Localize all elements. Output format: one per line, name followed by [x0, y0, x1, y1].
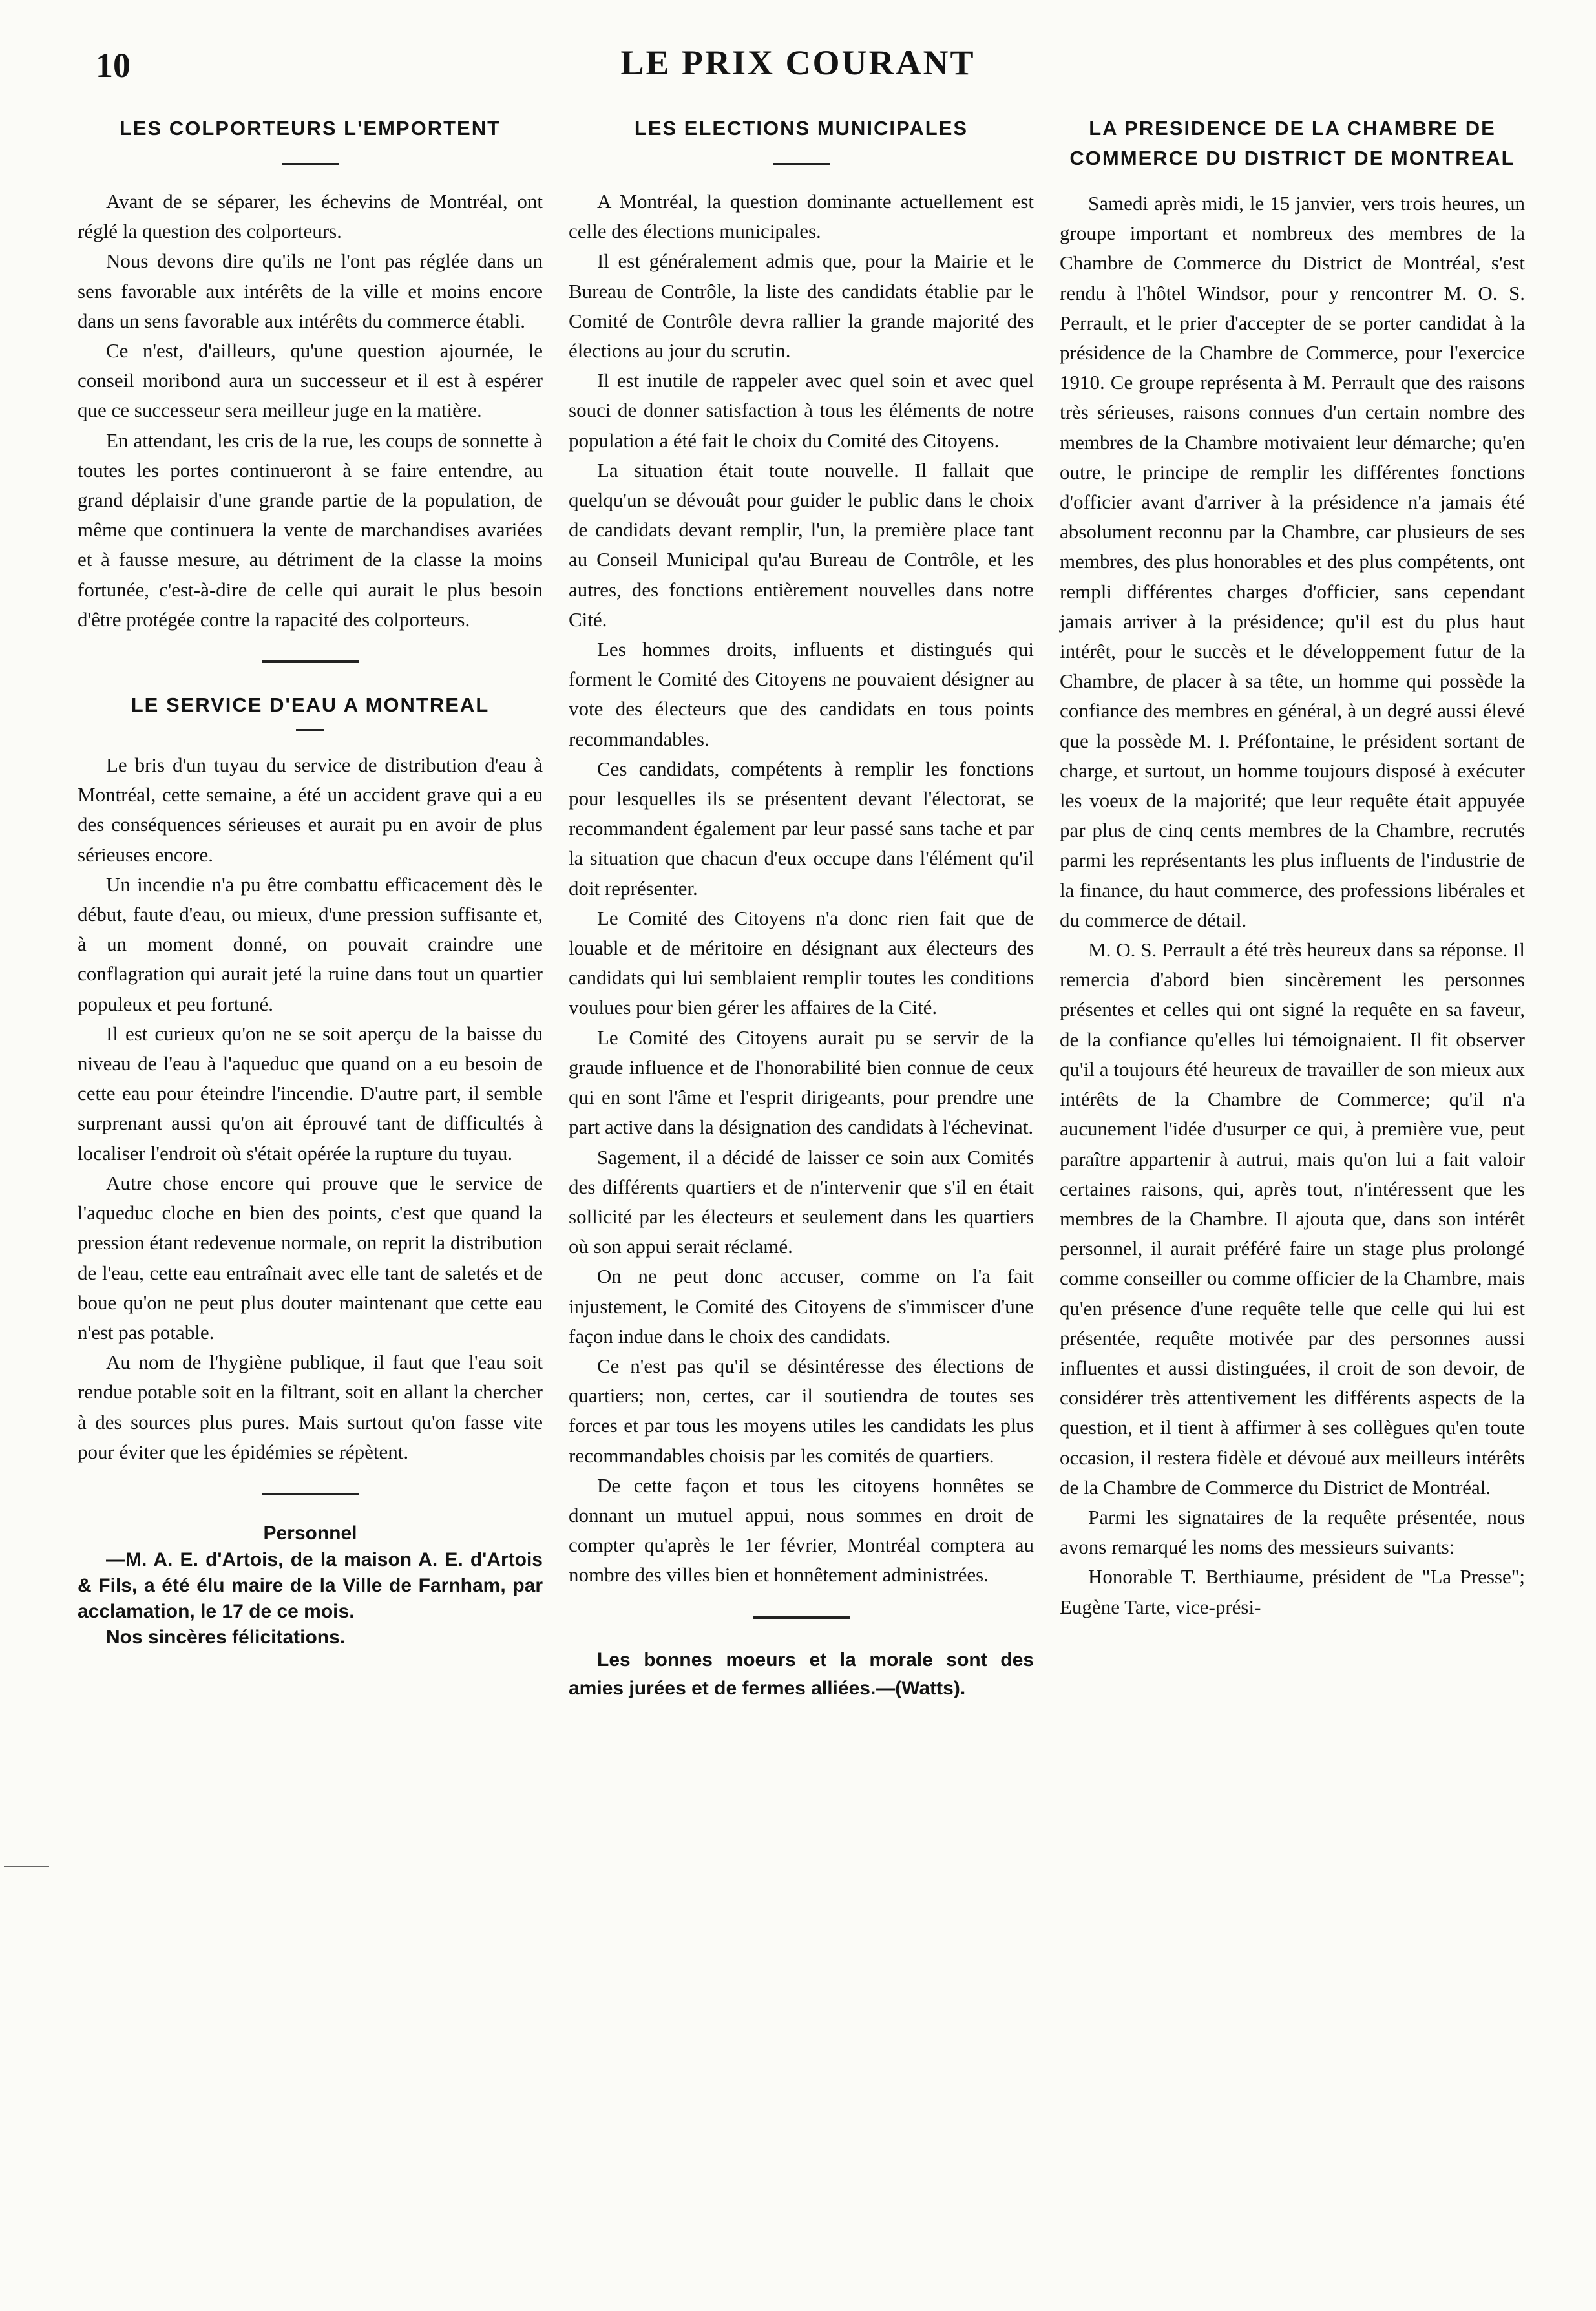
article-title: Personnel	[263, 1522, 357, 1544]
paragraph: Il est curieux qu'on ne se soit aperçu de la baisse du niveau de l'eau à l'aqueduc que quand on a eu besoin de cette eau pour éteindre l'incendie. D'autre part, il semble surprenant aussi qu'on ait éprouvé tant de difficultés à localiser l'endroit où s'était opérée la rupture du tuyau.	[78, 1022, 543, 1165]
paragraph: M. O. S. Perrault a été très heureux dans sa réponse. Il remercia d'abord bien sincèrement les personnes présentes et celles qui ont signé la requête en sa faveur, de la confiance qu'elles lui témoignaient. Il fit observer qu'il a toujours été heureux de travailler de son mieux aux intérêts de la Chambre de Commerce; qu'il n'a aucunement l'idée d'usurper ce qui, à première vue, peut paraître appartenir à autrui, mais qu'on lui a fait valoir certaines raisons, qui, après tout, n'intéressent que les membres de la Chambre. Il ajouta que, dans son intérêt personnel, il aurait préféré faire un stage plus prolongé comme conseiller ou comme officier de la Chambre, mais qu'en présence d'une requête telle que celle qui lui est présentée, requête motivée par des personnes aussi influentes et aussi distinguées, il croit de son devoir, de considérer très attentivement les différents aspects de la question, et il tient à affirmer à ses collègues qu'en toute occasion, il restera fidèle et dévoué aux meilleurs intérêts de la Chambre de Commerce du District de Montréal.	[1060, 938, 1525, 1499]
article-service-eau	[78, 690, 543, 1467]
article-title: LA PRESIDENCE DE LA CHAMBRE DE COMMERCE DU DISTRICT DE MONTREAL	[1069, 117, 1515, 169]
page-number: 10	[96, 46, 131, 85]
paragraph: Autre chose encore qui prouve que le service de l'aqueduc cloche en bien des points, c'est que quand la pression étant redevenue normale, on reprit la distribution de l'eau, cette eau entraînait avec elle tant de saletés et de boue qu'on ne peut plus douter maintenant que cette eau n'est pas potable.	[78, 1171, 543, 1344]
quotation: Les bonnes moeurs et la morale sont des amies jurées et de fermes alliées.—(Watts).	[569, 1649, 1034, 1699]
section-divider	[262, 1493, 359, 1495]
paragraph: Les hommes droits, influents et distingués qui forment le Comité des Citoyens ne pouvaient désigner au vote des électeurs que des candidats en tous points recommandables.	[569, 638, 1034, 750]
article-presidence	[1060, 114, 1525, 1622]
paragraph: —M. A. E. d'Artois, de la maison A. E. d'Artois & Fils, a été élu maire de la Ville de Farnham, par acclamation, le 17 de ce mois.	[78, 1548, 543, 1622]
margin-mark	[4, 1866, 49, 1867]
article-title: LE SERVICE D'EAU A MONTREAL	[131, 693, 490, 717]
column-3	[1060, 114, 1525, 1622]
paragraph: Au nom de l'hygiène publique, il faut que l'eau soit rendue potable soit en la filtrant, soit en allant la chercher à des sources plus pures. Mais surtout qu'on fasse vite pour éviter que les épidémies se répètent.	[78, 1351, 543, 1463]
paragraph: Un incendie n'a pu être combattu efficacement dès le début, faute d'eau, ou mieux, d'une pression suffisante et, à un moment donné, on pouvait craindre une conflagration qui aurait jeté la ruine dans tout un quartier populeux et peu fortuné.	[78, 872, 543, 1015]
article-elections	[569, 114, 1034, 1590]
paragraph: Samedi après midi, le 15 janvier, vers trois heures, un groupe important et nombreux des membres de la Chambre de Commerce du District de Montréal, s'est rendu à l'hôtel Windsor, pour y rencontrer M. O. S. Perrault, et le prier d'accepter de se porter candidat à la présidence de la Chambre de Commerce, pour l'exercice 1910. Ce groupe représenta à M. Perrault que des raisons très sérieuses, raisons connues d'un certain nombre des membres de la Chambre motivaient leur démarche; qu'en outre, le principe de remplir les différentes fonctions d'officier avant d'arriver à la présidence n'a jamais été absolument reconnu par la Chambre, car plusieurs de ses membres, des plus honorables et des plus compétents, ont rempli différentes charges d'officier, sans cependant jamais arriver à la présidence; qu'il est du plus haut intérêt, pour le succès et le développement futur de la Chambre, de placer à sa tête, un homme qui possède la confiance des membres en général, à un degré aussi élevé que la possède M. I. Préfontaine, le président sortant de charge, et surtout, un homme toujours disposé à exécuter les voeux de la majorité; que leur requête était appuyée par plus de cinq cents membres de la Chambre, recrutés parmi les représentants les plus influents de l'industrie de la finance, du haut commerce, des professions libérales et du commerce de détail.	[1060, 192, 1525, 931]
title-divider	[282, 163, 339, 165]
spacer	[1060, 173, 1525, 189]
paragraph: Le Comité des Citoyens aurait pu se servir de la graude influence et de l'honorabilité bien connue de ceux qui en sont l'âme et l'esprit dirigeants, pour prendre une part active dans la désignation des candidats à l'échevinat.	[569, 1026, 1034, 1139]
paragraph: Le Comité des Citoyens n'a donc rien fait que de louable et de méritoire en désignant aux électeurs des candidats qui lui semblaient remplir toutes les conditions voulues pour bien gérer les affaires de la Cité.	[569, 906, 1034, 1019]
article-personnel	[78, 1523, 543, 1651]
paragraph: Il est inutile de rappeler avec quel soin et avec quel souci de donner satisfaction à tous les éléments de notre population a été fait le choix du Comité des Citoyens.	[569, 369, 1034, 452]
article-title: LES ELECTIONS MUNICIPALES	[634, 117, 969, 140]
paragraph: Nous devons dire qu'ils ne l'ont pas réglée dans un sens favorable aux intérêts de la ville et moins encore dans un sens favorable aux intérêts du commerce établi.	[78, 249, 543, 332]
paragraph: Ces candidats, compétents à remplir les fonctions pour lesquelles ils se présentent devant l'électorat, se recommandent également par leur passé sans tache et par la situation que chacun d'eux occupe dans l'élément qu'il doit représenter.	[569, 757, 1034, 900]
paragraph: A Montréal, la question dominante actuellement est celle des élections municipales.	[569, 190, 1034, 243]
column-2	[569, 114, 1034, 1703]
paragraph: Honorable T. Berthiaume, président de "La Presse"; Eugène Tarte, vice-prési-	[1060, 1565, 1525, 1618]
paragraph: Avant de se séparer, les échevins de Montréal, ont réglé la question des colporteurs.	[78, 190, 543, 243]
article-colporteurs	[78, 114, 543, 635]
paragraph: On ne peut donc accuser, comme on l'a fait injustement, le Comité des Citoyens de s'immiscer d'une façon indue dans le choix des candidats.	[569, 1265, 1034, 1347]
masthead-title: LE PRIX COURANT	[620, 43, 976, 82]
paragraph: De cette façon et tous les citoyens honnêtes se donnant un mutuel appui, nous sommes en droit de compter qu'après le 1er février, Montréal comptera au nombre des villes bien et honnêtement administrées.	[569, 1473, 1034, 1587]
title-divider	[773, 163, 830, 165]
paragraph: Le bris d'un tuyau du service de distribution d'eau à Montréal, cette semaine, a été un accident grave qui a eu des conséquences sérieuses et aurait pu en avoir de plus sérieuses encore.	[78, 754, 543, 866]
section-divider	[753, 1616, 850, 1619]
paragraph: Ce n'est pas qu'il se désintéresse des élections de quartiers; non, certes, car il soutiendra de toutes ses forces et par tous les moyens utiles les candidats les plus recommandables choisis par les comités de quartiers.	[569, 1354, 1034, 1467]
title-divider	[296, 729, 324, 731]
paragraph: La situation était toute nouvelle. Il fallait que quelqu'un se dévouât pour guider le public dans le choix de candidats devant remplir, l'un, la première place tant au Conseil Municipal qu'au Bureau de Contrôle, et les autres, des fonctions entièrement nouvelles dans notre Cité.	[569, 458, 1034, 631]
section-divider	[262, 660, 359, 663]
paragraph: Ce n'est, d'ailleurs, qu'une question ajournée, le conseil moribond aura un successeur et il est à espérer que ce successeur sera meilleur juge en la matière.	[78, 339, 543, 422]
paragraph: Parmi les signataires de la requête présentée, nous avons remarqué les noms des messieurs suivants:	[1060, 1505, 1525, 1559]
paragraph: Il est généralement admis que, pour la Mairie et le Bureau de Contrôle, la liste des candidats établie par le Comité de Contrôle devra rallier la grande majorité des élections au jour du scrutin.	[569, 249, 1034, 363]
paragraph: En attendant, les cris de la rue, les coups de sonnette à toutes les portes continueront à se faire entendre, au grand déplaisir d'une grande partie de la population, de même que continuera la vente de marchandises avariées et à fausse mesure, au détriment de la classe la moins fortunée, c'est-à-dire de celle qui aurait le plus besoin d'être protégée contre la rapacité des colporteurs.	[78, 428, 543, 631]
paragraph: Nos sincères félicitations.	[106, 1626, 346, 1648]
paragraph: Sagement, il a décidé de laisser ce soin aux Comités des différents quartiers et de n'intervenir que s'il en était sollicité par les électeurs et seulement dans les quartiers où son appui serait réclamé.	[569, 1145, 1034, 1258]
column-1	[78, 114, 543, 1651]
article-title: LES COLPORTEURS L'EMPORTENT	[119, 117, 501, 140]
